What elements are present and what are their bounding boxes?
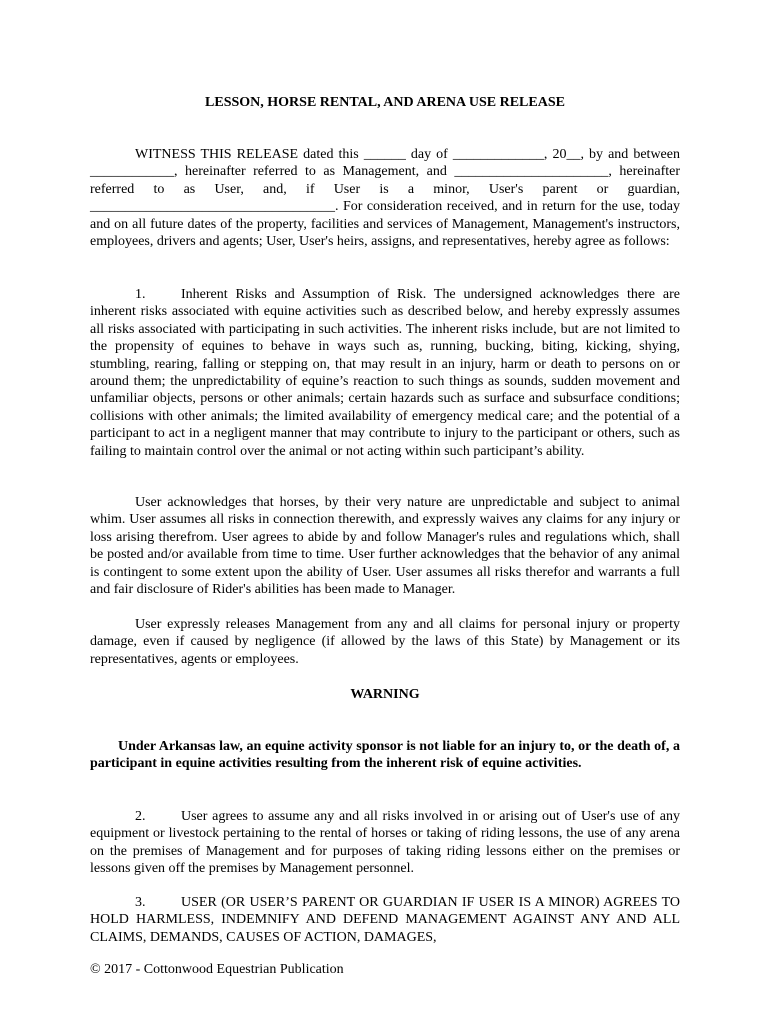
document-page bbox=[90, 0, 680, 1024]
copyright-footer: © 2017 - Cottonwood Equestrian Publication bbox=[90, 962, 344, 977]
warning-heading: WARNING bbox=[350, 687, 420, 702]
intro-paragraph: WITNESS THIS RELEASE dated this ______ day of _____________, 20__, by and between ____________, hereinafter referred to as Management, and ______________________, hereinafter referred to as User, and, if User is a minor, User's parent or guardian, ___________________________________. For consideration received, and in return for the use, today and on all future dates of the property, facilities and services of Management, Management's instructors, employees, drivers and agents; User, User's heirs, assigns, and representatives, hereby agree as follows: bbox=[90, 147, 680, 250]
section-3-number: 3. bbox=[135, 895, 146, 910]
release-paragraph: User expressly releases Management from any and all claims for personal injury or property damage, even if caused by negligence (if allowed by the laws of this State) by Management or its representatives, agents or employees. bbox=[90, 617, 680, 667]
document-title: LESSON, HORSE RENTAL, AND ARENA USE RELEASE bbox=[205, 95, 565, 110]
section-2-number: 2. bbox=[135, 809, 146, 824]
warning-text: Under Arkansas law, an equine activity sponsor is not liable for an injury to, or the death of, a participant in equine activities resulting from the inherent risk of equine activities. bbox=[90, 739, 680, 772]
section-1-paragraph bbox=[90, 286, 680, 460]
acknowledgement-paragraph: User acknowledges that horses, by their very nature are unpredictable and subject to animal whim. User assumes all risks in connection therewith, and expressly waives any claims for any injury or loss arising therefrom. User agrees to abide by and follow Manager's rules and regulations which, shall be posted and/or available from time to time. User further acknowledges that the behavior of any animal is contingent to some extent upon the ability of User. User assumes all risks therefor and warrants a full and fair disclosure of Rider's abilities has been made to Manager. bbox=[90, 495, 680, 598]
section-3-paragraph bbox=[90, 894, 680, 946]
section-3-text: USER (OR USER’S PARENT OR GUARDIAN IF USER IS A MINOR) AGREES TO HOLD HARMLESS, INDEMNIFY AND DEFEND MANAGEMENT AGAINST ANY AND ALL CLAIMS, DEMANDS, CAUSES OF ACTION, DAMAGES, bbox=[90, 895, 680, 945]
section-2-text: User agrees to assume any and all risks involved in or arising out of User's use of any equipment or livestock pertaining to the rental of horses or taking of riding lessons, the use of any arena on the premises of Management and for purposes of taking riding lessons either on the premises or lessons given off the premises by Management personnel. bbox=[90, 809, 680, 877]
section-1-number: 1. bbox=[135, 287, 146, 302]
section-1-text: Inherent Risks and Assumption of Risk. The undersigned acknowledges there are inherent risks associated with equine activities such as described below, and hereby expressly assumes all risks associated with participating in such activities. The inherent risks include, but are not limited to the propensity of equines to behave in ways such as, running, bucking, biting, kicking, shying, stumbling, rearing, falling or stepping on, that may result in an injury, harm or death to persons on or around them; the unpredictability of equine’s reaction to such things as sounds, sudden movement and unfamiliar objects, persons or other animals; certain hazards such as surface and subsurface conditions; collisions with other animals; the limited availability of emergency medical care; and the potential of a participant to act in a negligent manner that may contribute to injury to the participant or others, such as failing to maintain control over the animal or not acting within such participant’s ability. bbox=[90, 287, 680, 459]
section-2-paragraph bbox=[90, 808, 680, 878]
